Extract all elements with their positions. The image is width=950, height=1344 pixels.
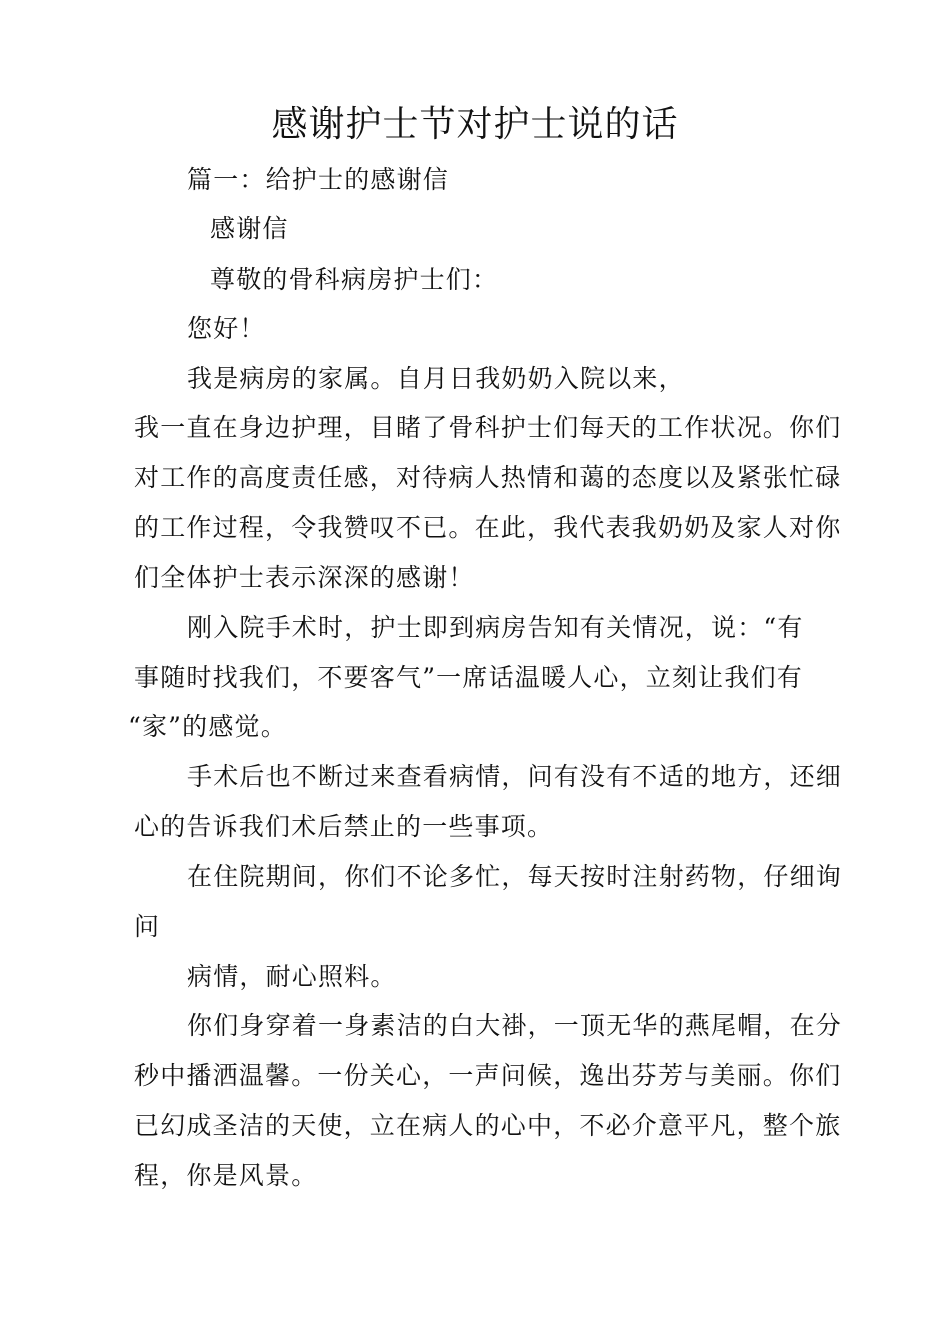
section-heading: 篇一：给护士的感谢信 <box>187 165 450 194</box>
letter-heading: 感谢信 <box>210 214 289 243</box>
paragraph-line: 手术后也不断过来查看病情，问有没有不适的地方，还细 <box>187 762 843 791</box>
paragraph-line: 你们身穿着一身素洁的白大褂，一顶无华的燕尾帽，在分 <box>187 1011 843 1040</box>
paragraph-line: 已幻成圣洁的天使，立在病人的心中，不必介意平凡，整个旅 <box>134 1111 842 1140</box>
paragraph-line: 心的告诉我们术后禁止的一些事项。 <box>134 812 554 841</box>
paragraph-line: 程，你是风景。 <box>134 1161 318 1190</box>
paragraph-line: 问 <box>134 912 161 941</box>
salutation: 尊敬的骨科病房护士们： <box>210 265 499 294</box>
paragraph-line: 事随时找我们，不要客气”一席话温暖人心，立刻让我们有 <box>134 663 803 692</box>
paragraph-line: 刚入院手术时，护士即到病房告知有关情况，说：“有 <box>187 613 804 642</box>
document-title: 感谢护士节对护士说的话 <box>271 104 679 145</box>
paragraph-line: 们全体护士表示深深的感谢！ <box>134 563 475 592</box>
paragraph-line: 对工作的高度责任感，对待病人热情和蔼的态度以及紧张忙碌 <box>134 463 842 492</box>
paragraph-line: 的工作过程，令我赞叹不已。在此，我代表我奶奶及家人对你 <box>134 513 842 542</box>
paragraph-line: 秒中播洒温馨。一份关心，一声问候，逸出芬芳与美丽。你们 <box>134 1061 842 1090</box>
paragraph-line: 我是病房的家属。自月日我奶奶入院以来， <box>187 364 685 393</box>
paragraph-line: 病情，耐心照料。 <box>187 962 397 991</box>
paragraph-line: “家”的感觉。 <box>128 712 287 741</box>
greeting: 您好！ <box>187 314 266 343</box>
paragraph-line: 在住院期间，你们不论多忙，每天按时注射药物，仔细询 <box>187 862 843 891</box>
paragraph-line: 我一直在身边护理，目睹了骨科护士们每天的工作状况。你们 <box>134 413 842 442</box>
